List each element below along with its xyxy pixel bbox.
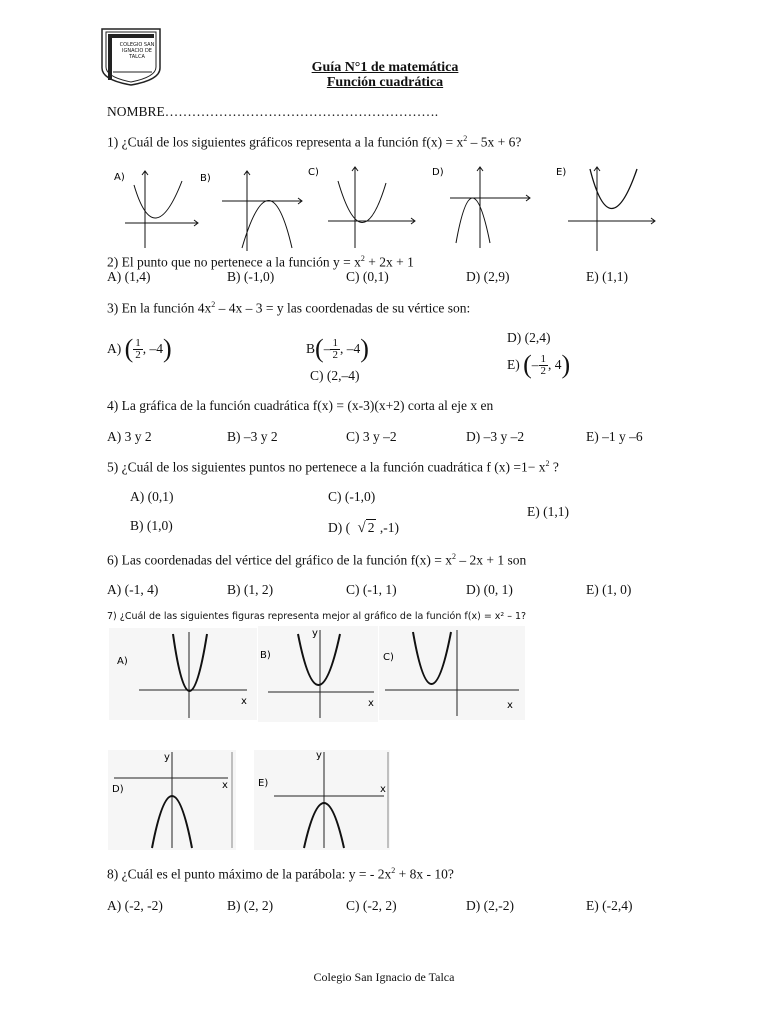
q7-label-c: C) <box>383 652 394 663</box>
q1-graphs <box>110 163 670 258</box>
question-5: 5) ¿Cuál de los siguientes puntos no pertenece a la función cuadrática f $(x) =1- x^2$ ? <box>107 459 559 475</box>
q6-option-c: C) (-1, 1) <box>346 582 397 597</box>
school-logo <box>100 28 162 86</box>
svg-text:x: x <box>241 696 247 707</box>
q7-graph-c <box>379 626 525 720</box>
q8-option-a: A) (-2, -2) <box>107 898 163 913</box>
svg-text:x: x <box>380 784 386 795</box>
q2-option-a: A) (1,4) <box>107 269 151 284</box>
q4-option-e: E) –1 y –6 <box>586 429 643 444</box>
worksheet-subtitle: Función cuadrática <box>326 75 444 90</box>
svg-text:x: x <box>507 700 513 711</box>
question-3: 3) En la función $4x^2 - 4x - 3 = y$ las coordenadas de su vértice son: <box>107 300 471 316</box>
q1-graph-a <box>125 171 198 248</box>
svg-text:y: y <box>164 752 170 763</box>
q2-option-e: E) (1,1) <box>586 269 628 284</box>
svg-text:x: x <box>222 780 228 791</box>
name-line: NOMBRE……………………………………………………. <box>107 104 439 119</box>
q3-option-a: A) ( $\frac{1}{2}$ , –4 ) <box>107 334 172 363</box>
q5-option-d: D) ( √ 2 ,-1) <box>328 520 399 536</box>
q7-label-b: B) <box>260 650 271 661</box>
q1-label-d: D) <box>432 167 444 178</box>
q8-option-e: E) (-2,4) <box>586 898 633 913</box>
worksheet-title: Guía N°1 de matemática <box>311 60 459 75</box>
q1-label-a: A) <box>114 172 125 183</box>
q5-option-e: E) (1,1) <box>527 504 569 519</box>
question-1: 1) ¿Cuál de los siguientes gráficos representa a la función $f(x) = x^2 - 5x + 6$? <box>107 134 522 150</box>
q2-option-b: B) (-1,0) <box>227 269 275 284</box>
q2-option-c: C) (0,1) <box>346 269 389 284</box>
q1-graph-c <box>328 167 415 248</box>
page-footer: Colegio San Ignacio de Talca <box>313 970 455 984</box>
q5-option-c: C) (-1,0) <box>328 489 376 504</box>
q3-b-fraction: $\frac{1}{2}$ <box>332 336 338 361</box>
q3-option-c: C) (2,–4) <box>310 368 360 383</box>
q3-option-d: D) (2,4) <box>507 330 551 345</box>
q4-option-c: C) 3 y –2 <box>346 429 397 444</box>
q8-option-d: D) (2,-2) <box>466 898 514 913</box>
q1-label-c: C) <box>308 167 319 178</box>
q1-label-e: E) <box>556 167 567 178</box>
q1-graph-d <box>450 167 530 248</box>
q4-option-a: A) 3 y 2 <box>107 429 152 444</box>
svg-text:y: y <box>312 628 318 639</box>
q1-label-b: B) <box>200 173 211 184</box>
q4-option-b: B) –3 y 2 <box>227 429 278 444</box>
q3-a-fraction: $\frac{1}{2}$ <box>135 336 141 361</box>
q7-graph-d <box>108 750 236 850</box>
q1-graph-b <box>222 171 302 251</box>
q7-label-e: E) <box>258 778 269 789</box>
q3-option-e: E) ( – $\frac{1}{2}$ , 4 ) <box>507 350 571 379</box>
q7-label-d: D) <box>112 784 124 795</box>
q8-option-c: C) (-2, 2) <box>346 898 397 913</box>
q6-option-d: D) (0, 1) <box>466 582 513 597</box>
question-8: 8) ¿Cuál es el punto máximo de la parábola: y = - $2x^2 + 8x - 10$? <box>107 866 454 882</box>
question-2: 2) El punto que no pertenece a la función $y = x^2 + 2x + 1$ <box>107 254 414 270</box>
question-7: 7) ¿Cuál de las siguientes figuras representa mejor al gráfico de la función f(x) = x² – 1? <box>107 611 527 622</box>
sqrt-symbol: √ 2 <box>357 520 375 536</box>
q1-graph-e <box>568 167 655 251</box>
q7-graph-b <box>258 626 378 722</box>
q7-graph-e <box>254 750 390 850</box>
q2-option-d: D) (2,9) <box>466 269 510 284</box>
q7-graph-a <box>109 628 257 720</box>
q6-option-b: B) (1, 2) <box>227 582 274 597</box>
q6-option-e: E) (1, 0) <box>586 582 632 597</box>
q7-label-a: A) <box>117 656 128 667</box>
q6-option-a: A) (-1, 4) <box>107 582 159 597</box>
svg-text:y: y <box>316 750 322 761</box>
q5-option-a: A) (0,1) <box>130 489 174 504</box>
q5-option-b: B) (1,0) <box>130 518 173 533</box>
logo-text: COLEGIO SAN IGNACIO DE TALCA <box>119 42 155 60</box>
question-6: 6) Las coordenadas del vértice del gráfico de la función $f(x) = x^2 - 2x + 1$ son <box>107 552 527 568</box>
q3-option-b: B ( – $\frac{1}{2}$ , –4 ) <box>306 334 369 363</box>
svg-text:x: x <box>368 698 374 709</box>
q8-option-b: B) (2, 2) <box>227 898 274 913</box>
q3-e-fraction: $\frac{1}{2}$ <box>540 352 547 377</box>
q4-option-d: D) –3 y –2 <box>466 429 525 444</box>
question-4: 4) La gráfica de la función cuadrática f(x) = (x-3)(x+2) corta al eje x en <box>107 398 494 413</box>
